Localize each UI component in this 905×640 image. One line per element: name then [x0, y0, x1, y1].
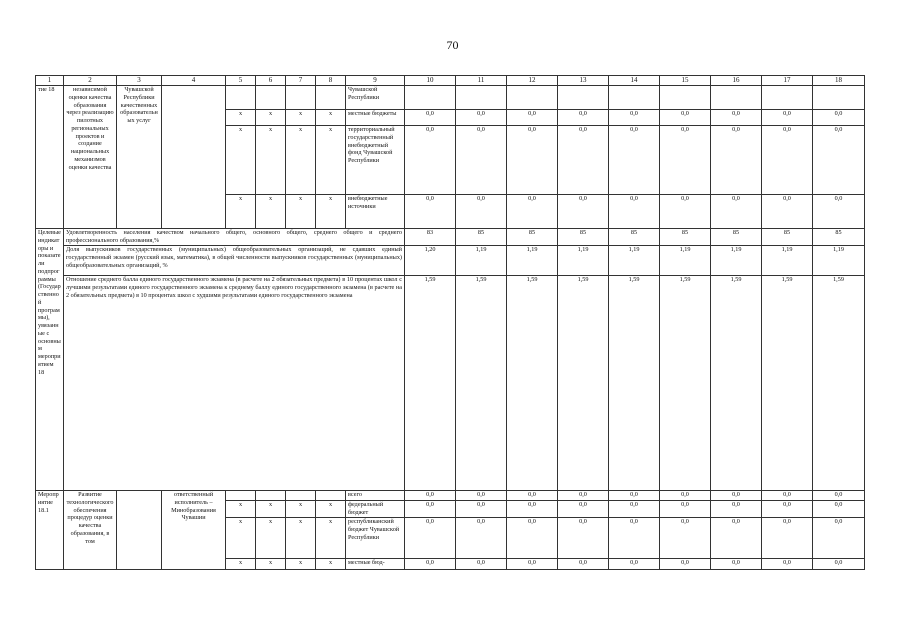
indicator-value: 1,19	[507, 246, 558, 276]
column-header: 3	[117, 76, 162, 86]
table-row	[36, 491, 865, 501]
value-cell: 0,0	[609, 559, 660, 570]
indicator-value: 1,59	[813, 276, 865, 491]
column-header: 1	[36, 76, 64, 86]
page-number: 70	[446, 38, 459, 52]
column-header: 8	[316, 76, 346, 86]
value-cell	[762, 86, 813, 110]
value-cell: 0,0	[711, 518, 762, 559]
value-cell: 0,0	[507, 195, 558, 229]
table-cell	[286, 86, 316, 110]
table-cell: х	[316, 501, 346, 518]
table-row	[36, 246, 865, 276]
value-cell: 0,0	[660, 559, 711, 570]
table-cell: х	[226, 126, 256, 195]
table-cell: х	[316, 518, 346, 559]
table-cell	[286, 491, 316, 501]
indicator-value: 1,59	[507, 276, 558, 491]
table-cell: х	[256, 126, 286, 195]
table-cell	[256, 491, 286, 501]
table-cell: х	[316, 559, 346, 570]
indicator-value: 1,59	[558, 276, 609, 491]
activity-label: Мероприятие 18.1	[36, 491, 64, 570]
table-cell: х	[286, 559, 316, 570]
row-label: тие 18	[36, 86, 64, 229]
indicator-value: 1,59	[609, 276, 660, 491]
column-header: 9	[346, 76, 405, 86]
value-cell: 0,0	[609, 110, 660, 126]
indicator-text: Доля выпускников государственных (муниципальных) общеобразовательных организаций, не сдавших единый государственный экзамен (русский язык, математика), в общей численности выпускников государственных (муниципальных) общеобразовательных организаций, %	[64, 246, 405, 276]
value-cell	[507, 86, 558, 110]
value-cell: 0,0	[507, 491, 558, 501]
value-cell: 0,0	[711, 559, 762, 570]
column-header: 7	[286, 76, 316, 86]
value-cell: 0,0	[711, 491, 762, 501]
value-cell: 0,0	[609, 126, 660, 195]
table-cell: х	[286, 110, 316, 126]
value-cell: 0,0	[609, 195, 660, 229]
value-cell: 0,0	[711, 195, 762, 229]
value-cell	[711, 86, 762, 110]
value-cell: 0,0	[405, 110, 456, 126]
indicator-value: 1,59	[660, 276, 711, 491]
table-cell: х	[226, 501, 256, 518]
indicator-value: 85	[813, 229, 865, 246]
value-cell: 0,0	[660, 518, 711, 559]
value-cell	[609, 86, 660, 110]
table-cell	[316, 86, 346, 110]
column-header: 13	[558, 76, 609, 86]
table-cell: х	[256, 501, 286, 518]
column-header: 6	[256, 76, 286, 86]
indicator-value: 85	[660, 229, 711, 246]
value-cell: 0,0	[456, 491, 507, 501]
indicator-value: 85	[609, 229, 660, 246]
indicator-value: 1,19	[711, 246, 762, 276]
value-cell: 0,0	[762, 110, 813, 126]
value-cell: 0,0	[813, 501, 865, 518]
funding-source: местные бюд-	[346, 559, 405, 570]
table-cell: х	[286, 501, 316, 518]
value-cell: 0,0	[405, 518, 456, 559]
value-cell: 0,0	[405, 559, 456, 570]
table-row	[36, 276, 865, 491]
value-cell: 0,0	[609, 501, 660, 518]
column-header: 16	[711, 76, 762, 86]
table-cell: х	[286, 195, 316, 229]
value-cell: 0,0	[405, 195, 456, 229]
funding-source: федеральный бюджет	[346, 501, 405, 518]
indicator-value: 1,19	[660, 246, 711, 276]
value-cell: 0,0	[507, 518, 558, 559]
value-cell: 0,0	[762, 501, 813, 518]
value-cell: 0,0	[762, 195, 813, 229]
funding-source: территориальный государственный внебюджетный фонд Чувашской Республики	[346, 126, 405, 195]
indicator-value: 1,19	[609, 246, 660, 276]
activity-goal	[117, 491, 162, 570]
table-cell: х	[316, 126, 346, 195]
value-cell: 0,0	[762, 491, 813, 501]
value-cell: 0,0	[558, 559, 609, 570]
table-cell: х	[256, 559, 286, 570]
activity-goal: Чувашской Республики качественных образовательных услуг	[117, 86, 162, 229]
value-cell: 0,0	[813, 559, 865, 570]
indicator-value: 85	[507, 229, 558, 246]
indicator-value: 85	[762, 229, 813, 246]
value-cell: 0,0	[711, 110, 762, 126]
value-cell: 0,0	[558, 195, 609, 229]
value-cell: 0,0	[813, 518, 865, 559]
table-cell: х	[226, 559, 256, 570]
header-row	[36, 76, 865, 86]
value-cell: 0,0	[456, 110, 507, 126]
value-cell: 0,0	[405, 491, 456, 501]
value-cell	[660, 86, 711, 110]
value-cell: 0,0	[456, 501, 507, 518]
value-cell: 0,0	[405, 501, 456, 518]
value-cell: 0,0	[660, 126, 711, 195]
value-cell: 0,0	[558, 491, 609, 501]
value-cell: 0,0	[813, 491, 865, 501]
value-cell: 0,0	[660, 110, 711, 126]
value-cell: 0,0	[456, 518, 507, 559]
value-cell: 0,0	[609, 491, 660, 501]
indicator-value: 1,59	[762, 276, 813, 491]
value-cell: 0,0	[660, 501, 711, 518]
column-header: 18	[813, 76, 865, 86]
table-cell: х	[316, 195, 346, 229]
value-cell: 0,0	[813, 195, 865, 229]
indicator-value: 1,59	[456, 276, 507, 491]
table-cell: х	[256, 110, 286, 126]
executor-cell	[162, 86, 226, 229]
value-cell: 0,0	[558, 110, 609, 126]
value-cell: 0,0	[405, 126, 456, 195]
value-cell: 0,0	[507, 559, 558, 570]
value-cell	[405, 86, 456, 110]
indicator-value: 83	[405, 229, 456, 246]
responsible-executor: ответственный исполнитель – Минобразования Чувашии	[162, 491, 226, 570]
value-cell: 0,0	[558, 126, 609, 195]
table-cell: х	[286, 518, 316, 559]
table-cell: х	[286, 126, 316, 195]
value-cell: 0,0	[711, 126, 762, 195]
indicator-value: 1,19	[558, 246, 609, 276]
column-header: 5	[226, 76, 256, 86]
column-header: 2	[64, 76, 117, 86]
activity-name: независимой оценки качества образования через реализацию пилотных региональных проектов и создание национальных механизмов оценки качества	[64, 86, 117, 229]
indicator-value: 1,20	[405, 246, 456, 276]
funding-source: внебюджетные источники	[346, 195, 405, 229]
value-cell: 0,0	[660, 195, 711, 229]
value-cell: 0,0	[813, 110, 865, 126]
column-header: 10	[405, 76, 456, 86]
indicator-value: 1,59	[711, 276, 762, 491]
column-header: 11	[456, 76, 507, 86]
indicator-value: 1,19	[456, 246, 507, 276]
funding-source: всего	[346, 491, 405, 501]
indicator-text: Отношение среднего балла единого государственного экзамена (в расчете на 2 обязательных предмета) в 10 процентах школ с лучшими результатами единого государственного экзамена к среднему баллу единого государственного экзамена (в расчете на 2 обязательных предмета) в 10 процентах школ с худшими результатами единого государственного экзамена	[64, 276, 405, 491]
value-cell: 0,0	[762, 126, 813, 195]
column-header: 17	[762, 76, 813, 86]
table-row	[36, 86, 865, 110]
indicator-value: 1,19	[762, 246, 813, 276]
indicator-text: Удовлетворенность населения качеством начального общего, основного общего, среднего общего и среднего профессионального образования,%	[64, 229, 405, 246]
value-cell: 0,0	[456, 559, 507, 570]
indicator-value: 85	[711, 229, 762, 246]
table-cell	[226, 491, 256, 501]
indicator-value: 1,59	[405, 276, 456, 491]
table-row	[36, 229, 865, 246]
table-cell: х	[226, 110, 256, 126]
column-header: 12	[507, 76, 558, 86]
column-header: 4	[162, 76, 226, 86]
indicator-value: 1,19	[813, 246, 865, 276]
value-cell: 0,0	[456, 126, 507, 195]
table-cell	[316, 491, 346, 501]
value-cell: 0,0	[609, 518, 660, 559]
funding-source: республиканский бюджет Чувашской Республики	[346, 518, 405, 559]
table-cell: х	[226, 195, 256, 229]
value-cell: 0,0	[558, 518, 609, 559]
column-header: 14	[609, 76, 660, 86]
value-cell: 0,0	[711, 501, 762, 518]
value-cell: 0,0	[456, 195, 507, 229]
funding-source: Чувашской Республики	[346, 86, 405, 110]
activity-name: Развитие технологического обеспечения процедур оценки качества образования, в том	[64, 491, 117, 570]
table-cell: х	[256, 195, 286, 229]
targets-label: Целевые индикаторы и показатели подпрограммы (Государственной программы), увязанные с основным мероприятием 18	[36, 229, 64, 491]
table-cell	[256, 86, 286, 110]
table-cell: х	[256, 518, 286, 559]
value-cell: 0,0	[762, 559, 813, 570]
value-cell: 0,0	[660, 491, 711, 501]
funding-source: местные бюджеты	[346, 110, 405, 126]
value-cell: 0,0	[507, 110, 558, 126]
indicator-value: 85	[558, 229, 609, 246]
table-cell: х	[226, 518, 256, 559]
table-cell: х	[316, 110, 346, 126]
value-cell: 0,0	[558, 501, 609, 518]
indicator-value: 85	[456, 229, 507, 246]
value-cell: 0,0	[762, 518, 813, 559]
value-cell	[813, 86, 865, 110]
table-cell	[226, 86, 256, 110]
value-cell: 0,0	[813, 126, 865, 195]
value-cell	[558, 86, 609, 110]
value-cell: 0,0	[507, 501, 558, 518]
budget-table	[35, 75, 865, 570]
column-header: 15	[660, 76, 711, 86]
value-cell	[456, 86, 507, 110]
value-cell: 0,0	[507, 126, 558, 195]
